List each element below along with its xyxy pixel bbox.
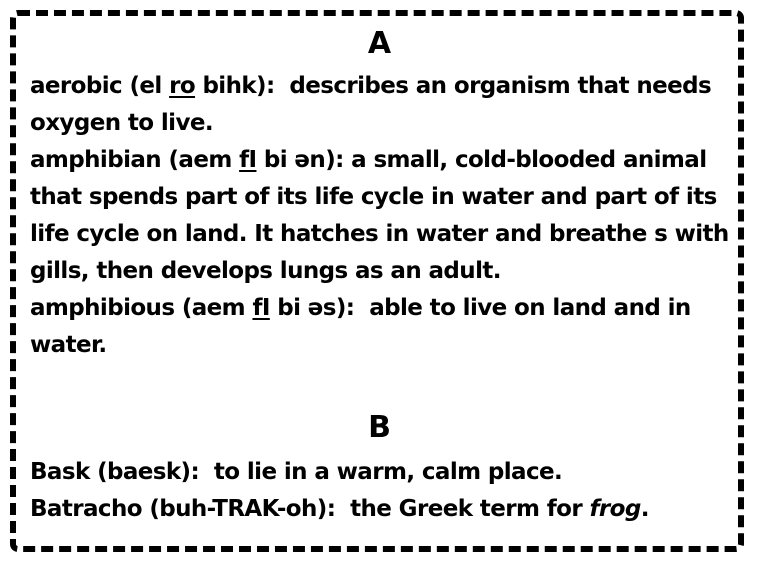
entry-word: Bask [30, 459, 90, 485]
entry-aerobic [30, 68, 730, 142]
entry-bask [30, 454, 730, 491]
entry-batracho [30, 491, 730, 528]
entry-definition: the Greek term for frog. [335, 496, 649, 522]
entry-pronunciation: (baesk): [97, 459, 200, 485]
entry-pronunciation: (aem fI bi ən): [168, 147, 344, 173]
entry-definition: a small, cold-blooded animal that spends part of its life cycle in water and part of its life cycle on land. It hatches in water and breathe s with gills, then develops lungs as an adult. [30, 147, 729, 284]
entry-amphibian [30, 142, 730, 290]
stressed-syllable: ro [169, 73, 196, 99]
section-letter-a: A [367, 26, 393, 61]
stressed-syllable: fI [239, 147, 257, 173]
entry-word: amphibian [30, 147, 162, 173]
entry-word: amphibious [30, 295, 175, 321]
entry-pronunciation: (aem fI bi əs): [181, 295, 355, 321]
entry-word: Batracho [30, 496, 142, 522]
entry-definition: to lie in a warm, calm place. [199, 459, 563, 485]
italic-term: frog [589, 496, 641, 522]
glossary [30, 24, 730, 528]
entry-word: aerobic [30, 73, 123, 99]
entry-amphibious [30, 290, 730, 364]
stressed-syllable: fI [252, 295, 270, 321]
entry-definition: able to live on land and in water. [30, 295, 699, 358]
entry-pronunciation: (el ro bihk): [129, 73, 275, 99]
section-letter-b: B [368, 410, 392, 445]
entry-pronunciation: (buh-TRAK-oh): [149, 496, 336, 522]
entry-definition: describes an organism that needs oxygen to live. [30, 73, 719, 136]
